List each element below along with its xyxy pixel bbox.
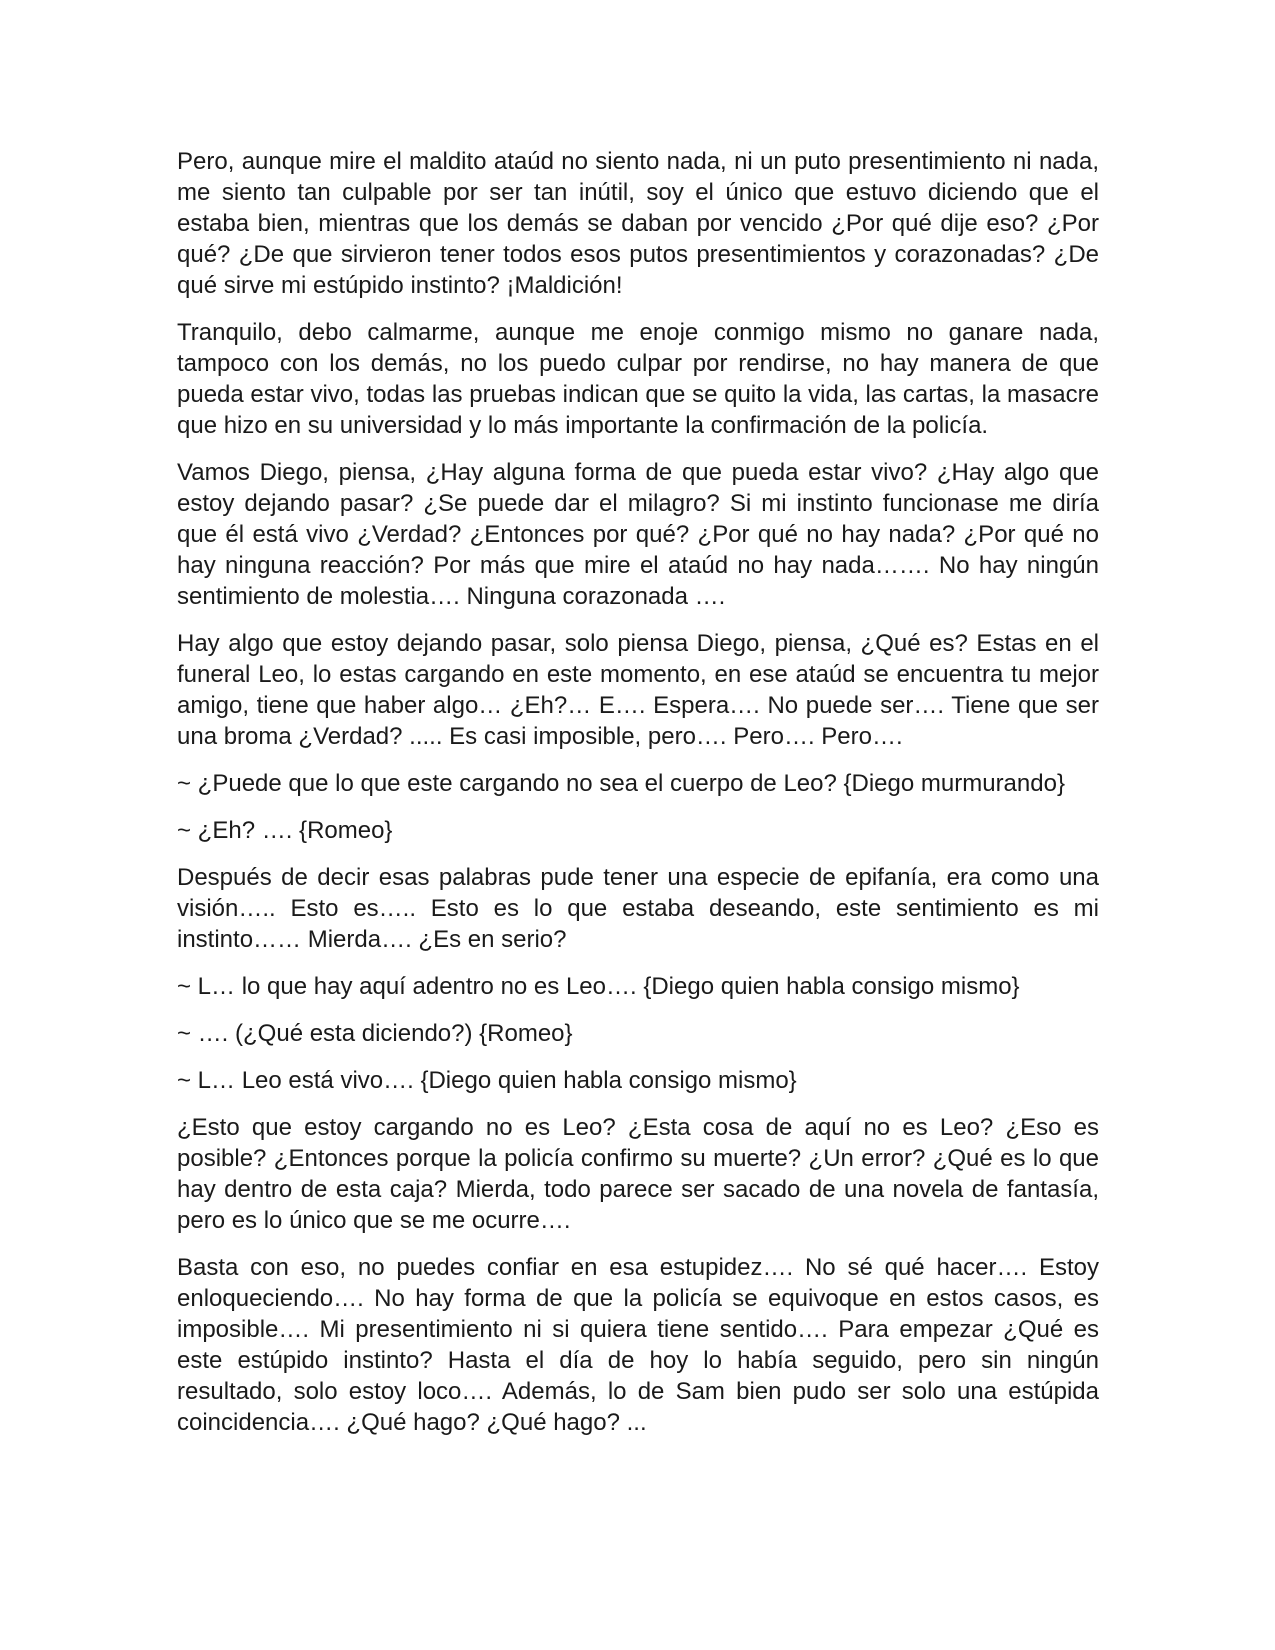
dialogue-line-5: ~ L… Leo está vivo…. {Diego quien habla consigo mismo} <box>177 1067 797 1094</box>
dialogue-line-3: ~ L… lo que hay aquí adentro no es Leo…. {Diego quien habla consigo mismo} <box>177 973 1020 1000</box>
paragraph-7: Basta con eso, no puedes confiar en esa estupidez…. No sé qué hacer…. Estoy enloqueciendo…. No hay forma de que la policía se equivoque en estos casos, es imposible…. Mi presentimiento ni si quiera tiene sentido…. Para empezar ¿Qué es este estúpido instinto? Hasta el día de hoy lo había seguido, pero sin ningún resultado, solo estoy loco…. Además, lo de Sam bien pudo ser solo una estúpida coincidencia…. ¿Qué hago? ¿Qué hago? ... <box>177 1254 1099 1436</box>
dialogue-line-4: ~ …. (¿Qué esta diciendo?) {Romeo} <box>177 1020 573 1047</box>
paragraph-6: ¿Esto que estoy cargando no es Leo? ¿Esta cosa de aquí no es Leo? ¿Eso es posible? ¿Entonces porque la policía confirmo su muerte? ¿Un error? ¿Qué es lo que hay dentro de esta caja? Mierda, todo parece ser sacado de una novela de fantasía, pero es lo único que se me ocurre…. <box>177 1114 1099 1234</box>
paragraph-1: Pero, aunque mire el maldito ataúd no siento nada, ni un puto presentimiento ni nada, me siento tan culpable por ser tan inútil, soy el único que estuvo diciendo que el estaba bien, mientras que los demás se daban por vencido ¿Por qué dije eso? ¿Por qué? ¿De que sirvieron tener todos esos putos presentimientos y corazonadas? ¿De qué sirve mi estúpido instinto? ¡Maldición! <box>177 148 1099 299</box>
paragraph-3: Vamos Diego, piensa, ¿Hay alguna forma de que pueda estar vivo? ¿Hay algo que estoy dejando pasar? ¿Se puede dar el milagro? Si mi instinto funcionase me diría que él está vivo ¿Verdad? ¿Entonces por qué? ¿Por qué no hay nada? ¿Por qué no hay ninguna reacción? Por más que mire el ataúd no hay nada……. No hay ningún sentimiento de molestia…. Ninguna corazonada …. <box>177 459 1099 610</box>
paragraph-4: Hay algo que estoy dejando pasar, solo piensa Diego, piensa, ¿Qué es? Estas en el funeral Leo, lo estas cargando en este momento, en ese ataúd se encuentra tu mejor amigo, tiene que haber algo… ¿Eh?… E…. Espera…. No puede ser…. Tiene que ser una broma ¿Verdad? ..... Es casi imposible, pero…. Pero…. Pero…. <box>177 630 1099 750</box>
dialogue-line-2: ~ ¿Eh? …. {Romeo} <box>177 817 393 844</box>
paragraph-5: Después de decir esas palabras pude tener una especie de epifanía, era como una visión….. Esto es….. Esto es lo que estaba deseando, este sentimiento es mi instinto…… Mierda…. ¿Es en serio? <box>177 864 1099 953</box>
paragraph-2: Tranquilo, debo calmarme, aunque me enoje conmigo mismo no ganare nada, tampoco con los demás, no los puedo culpar por rendirse, no hay manera de que pueda estar vivo, todas las pruebas indican que se quito la vida, las cartas, la masacre que hizo en su universidad y lo más importante la confirmación de la policía. <box>177 319 1099 439</box>
document-page <box>177 146 1099 1454</box>
dialogue-line-1: ~ ¿Puede que lo que este cargando no sea el cuerpo de Leo? {Diego murmurando} <box>177 770 1065 797</box>
